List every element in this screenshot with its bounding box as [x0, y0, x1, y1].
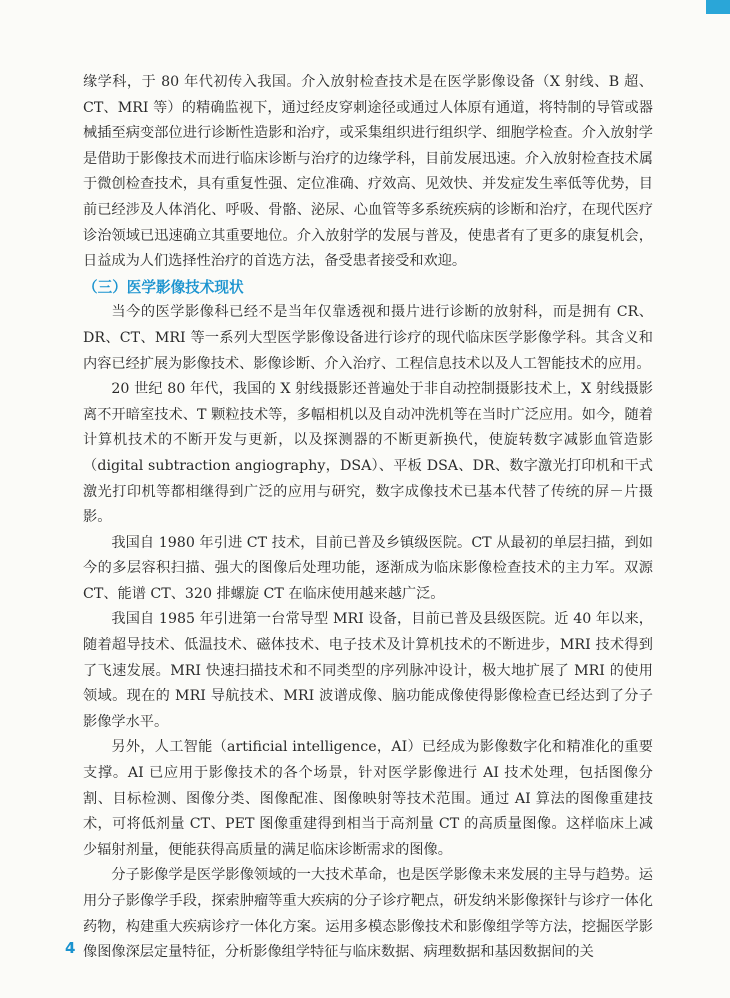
paragraph-ct: 我国自 1980 年引进 CT 技术，目前已普及乡镇级医院。CT 从最初的单层扫描，到如今的多层容积扫描、强大的图像后处理功能，逐渐成为临床影像检查技术的主力军。双源 CT、能谱 CT、320 排螺旋 CT 在临床使用越来越广泛。: [83, 534, 653, 602]
paragraph-xray-history: 20 世纪 80 年代，我国的 X 射线摄影还普遍处于非自动控制摄影技术上，X 射线摄影离不开暗室技术、T 颗粒技术等，多幅相机以及自动冲洗机等在当时广泛应用。如今，随着计算机技术的不断开发与更新，以及探测器的不断更新换代，使旋转数字减影血管造影（digital subtraction angiography，DSA）、平板 DSA、DR、数字激光打印机和干式激光打印机等都相继得到广泛的应用与研究，数字成像技术已基本代替了传统的屏－片摄影。: [83, 381, 653, 526]
paragraph-mri: 我国自 1985 年引进第一台常导型 MRI 设备，目前已普及县级医院。近 40 年以来，随着超导技术、低温技术、磁体技术、电子技术及计算机技术的不断进步，MRI 技术得到了飞速发展。MRI 快速扫描技术和不同类型的序列脉冲设计，极大地扩展了 MRI 的使用领域。现在的 MRI 导航技术、MRI 波谱成像、脑功能成像使得影像检查已经达到了分子影像学水平。: [83, 611, 653, 730]
page-body: [83, 70, 653, 966]
page-number: 4: [65, 939, 76, 957]
paragraph-ai: 另外，人工智能（artificial intelligence，AI）已经成为影像数字化和精准化的重要支撑。AI 已应用于影像技术的各个场景，针对医学影像进行 AI 技术处理，包括图像分割、目标检测、图像分类、图像配准、图像映射等技术范围。通过 AI 算法的图像重建技术，可将低剂量 CT、PET 图像重建得到相当于高剂量 CT 的高质量图像。这样临床上减少辐射剂量，便能获得高质量的满足临床诊断需求的图像。: [83, 739, 653, 858]
paragraph-molecular-imaging: 分子影像学是医学影像领域的一大技术革命，也是医学影像未来发展的主导与趋势。运用分子影像学手段，探索肿瘤等重大疾病的分子诊疗靶点，研发纳米影像探针与诊疗一体化药物，构建重大疾病诊疗一体化方案。运用多模态影像技术和影像组学等方法，挖掘医学影像图像深层定量特征，分析影像组学特征与临床数据、病理数据和基因数据间的关: [83, 867, 653, 961]
section-heading: （三）医学影像技术现状: [83, 278, 244, 296]
paragraph-intro-continuation: 缘学科，于 80 年代初传入我国。介入放射检查技术是在医学影像设备（X 射线、B 超、CT、MRI 等）的精确监视下，通过经皮穿刺途径或通过人体原有通道，将特制的导管或器械插至病变部位进行诊断性造影和治疗，或采集组织进行组织学、细胞学检查。介入放射学是借助于影像技术而进行临床诊断与治疗的边缘学科，目前发展迅速。介入放射检查技术属于微创检查技术，具有重复性强、定位准确、疗效高、见效快、并发症发生率低等优势，目前已经涉及人体消化、呼吸、骨骼、泌尿、心血管等多系统疾病的诊断和治疗，在现代医疗诊治领域已迅速确立其重要地位。介入放射学的发展与普及，使患者有了更多的康复机会，日益成为人们选择性治疗的首选方法，备受患者接受和欢迎。: [83, 74, 653, 270]
corner-tab-decoration: [706, 0, 730, 14]
paragraph-current-status: 当今的医学影像科已经不是当年仅靠透视和摄片进行诊断的放射科，而是拥有 CR、DR、CT、MRI 等一系列大型医学影像设备进行诊疗的现代临床医学影像学科。其含义和内容已经扩展为影像技术、影像诊断、介入治疗、工程信息技术以及人工智能技术的应用。: [83, 304, 653, 372]
